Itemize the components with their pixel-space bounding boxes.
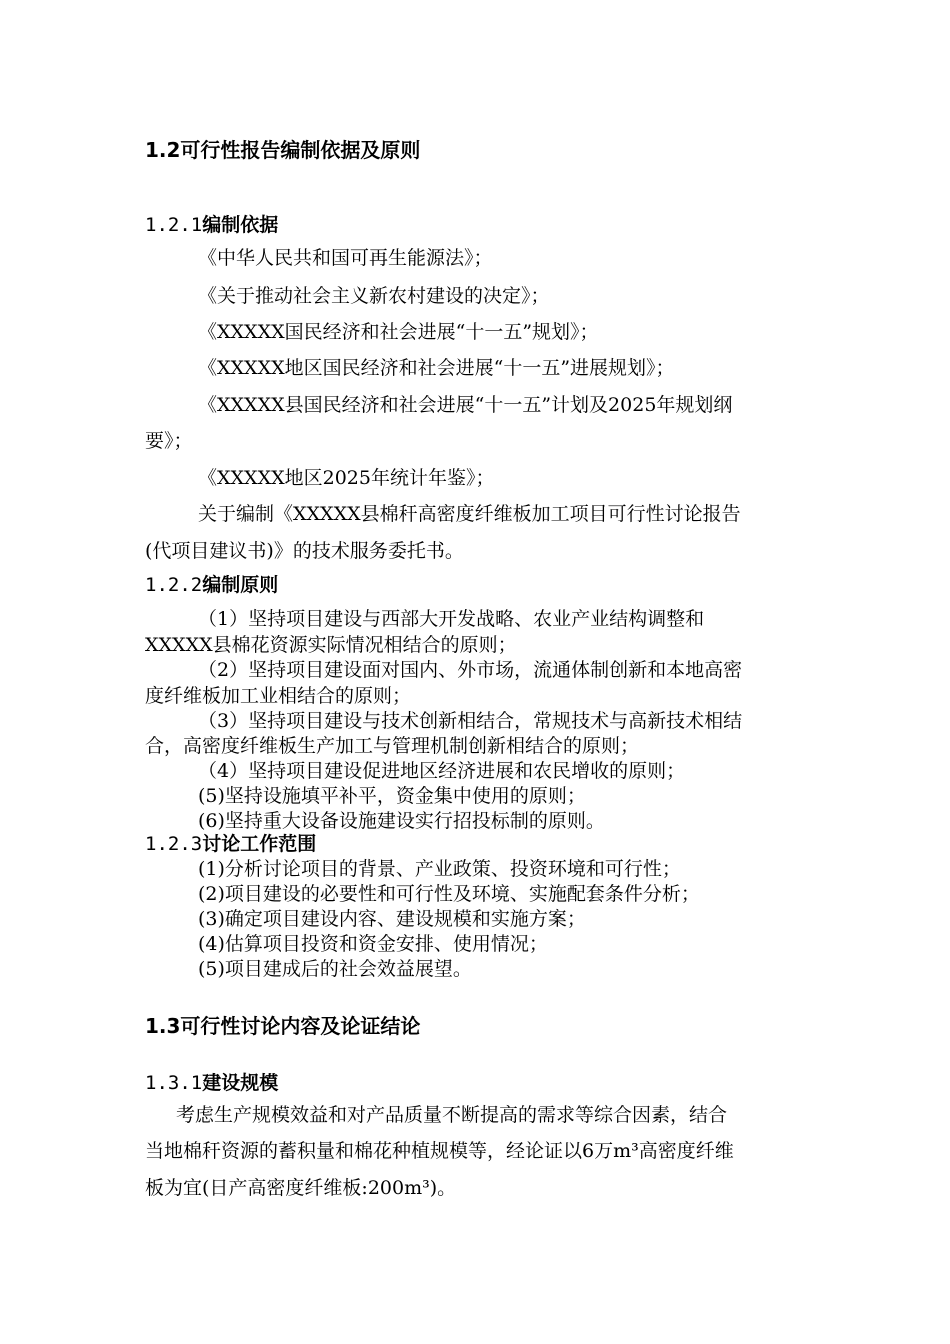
basis-item: 《中华人民共和国可再生能源法》； (198, 247, 493, 269)
subsection-heading-1-2-1 (145, 212, 278, 238)
principle-item: （2）坚持项目建设面对国内、外市场，流通体制创新和本地高密 (198, 659, 743, 681)
subsection-number: 1.2.1 (145, 214, 203, 236)
subsection-heading-1-2-3 (145, 831, 316, 857)
subsection-title: 编制原则 (202, 574, 279, 596)
principle-item-continued: 度纤维板加工业相结合的原则； (145, 685, 412, 707)
basis-item: 《XXXXX地区国民经济和社会进展“十一五”进展规划》； (198, 357, 675, 379)
basis-item-continued: (代项目建议书)》的技术服务委托书。 (145, 540, 464, 562)
principle-item: (6)坚持重大设备设施建设实行招投标制的原则。 (198, 810, 605, 832)
subsection-title: 讨论工作范围 (202, 833, 317, 855)
principle-item-continued: XXXXX县棉花资源实际情况相结合的原则； (145, 634, 517, 656)
principle-item-continued: 合，高密度纤维板生产加工与管理机制创新相结合的原则； (145, 735, 640, 757)
section-heading-1-3: 1.3可行性讨论内容及论证结论 (145, 1014, 421, 1038)
subsection-number: 1.2.2 (145, 574, 203, 596)
subsection-number: 1.3.1 (145, 1072, 203, 1094)
principle-item: （4）坚持项目建设促进地区经济进展和农民增收的原则； (198, 760, 686, 782)
subsection-title: 建设规模 (202, 1072, 279, 1094)
basis-item: 关于编制《XXXXX县棉秆高密度纤维板加工项目可行性讨论报告 (198, 503, 741, 525)
basis-item: 《关于推动社会主义新农村建设的决定》； (198, 285, 550, 307)
scope-item: (4)估算项目投资和资金安排、使用情况； (198, 933, 548, 955)
subsection-heading-1-2-2 (145, 572, 278, 598)
basis-item: 《XXXXX地区2025年统计年鉴》； (198, 467, 495, 489)
principle-item: （1）坚持项目建设与西部大开发战略、农业产业结构调整和 (198, 608, 705, 630)
subsection-title: 编制依据 (202, 214, 279, 236)
subsection-number: 1.2.3 (145, 833, 203, 855)
principle-item: (5)坚持设施填平补平，资金集中使用的原则； (198, 785, 586, 807)
scope-item: (2)项目建设的必要性和可行性及环境、实施配套条件分析； (198, 883, 700, 905)
subsection-heading-1-3-1 (145, 1070, 278, 1096)
scope-item: (3)确定项目建设内容、建设规模和实施方案； (198, 908, 586, 930)
principle-item: （3）坚持项目建设与技术创新相结合，常规技术与高新技术相结 (198, 710, 743, 732)
basis-item-continued: 要》； (145, 430, 193, 452)
basis-item: 《XXXXX国民经济和社会进展“十一五”规划》； (198, 321, 599, 343)
paragraph-line: 板为宜(日产高密度纤维板:200m³)。 (145, 1177, 457, 1199)
paragraph-line: 考虑生产规模效益和对产品质量不断提高的需求等综合因素，结合 (176, 1104, 728, 1126)
basis-item: 《XXXXX县国民经济和社会进展“十一五”计划及2025年规划纲 (198, 394, 733, 416)
scope-item: (5)项目建成后的社会效益展望。 (198, 958, 472, 980)
section-heading-1-2: 1.2可行性报告编制依据及原则 (145, 138, 421, 162)
scope-item: (1)分析讨论项目的背景、产业政策、投资环境和可行性； (198, 858, 681, 880)
paragraph-line: 当地棉秆资源的蓄积量和棉花种植规模等，经论证以6万m³高密度纤维 (145, 1140, 734, 1162)
